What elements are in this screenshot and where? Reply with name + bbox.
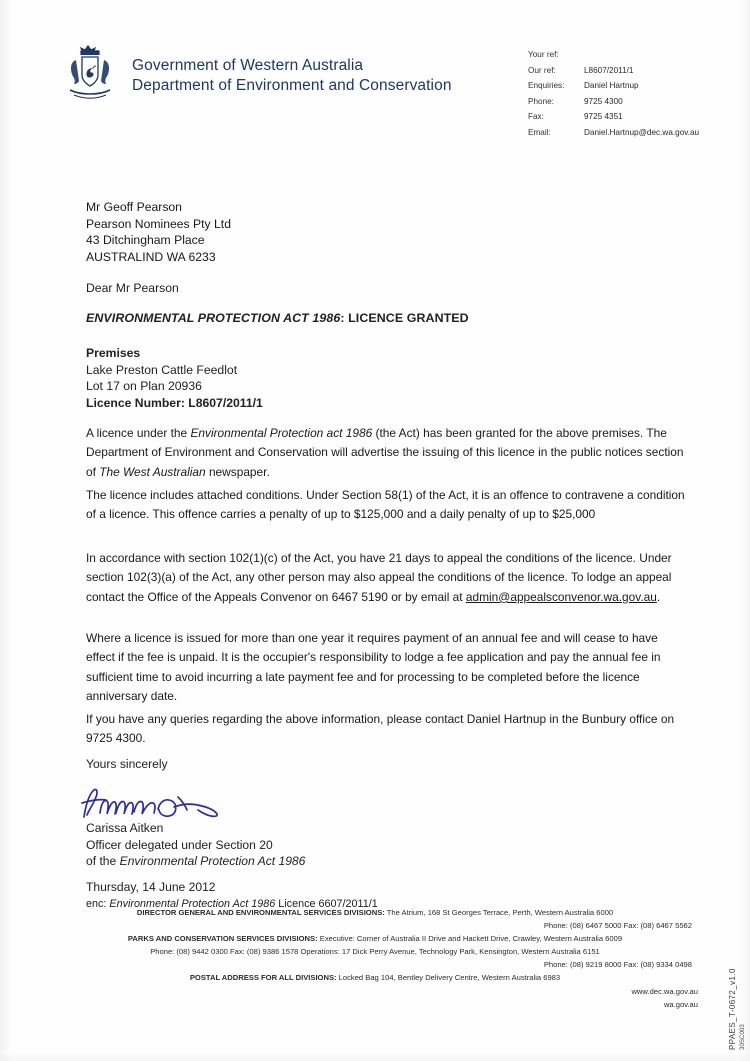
side-code-small: 30SC003 (739, 1024, 746, 1050)
premises-block (86, 345, 263, 411)
paragraph-queries: If you have any queries regarding the above information, please contact Daniel Hartnup in the Bunbury office on 9725 4300. (86, 712, 675, 746)
subject-act-title: ENVIRONMENTAL PROTECTION ACT 1986 (86, 311, 341, 325)
signer-block (86, 820, 305, 870)
addressee-block (86, 199, 231, 265)
page-footer (0, 906, 750, 1011)
premises-heading: Premises (86, 346, 141, 360)
p3-text-a: In accordance with section 102(1)(c) of the Act, you have 21 days to appeal the conditions of the licence. Under section 102(3)(a) of the Act, any other person may also appeal the conditions of the licence. To lodge an appeal contact the Office of the Appeals Convenor on 6467 5190 or by email at (86, 551, 672, 604)
footer-label-director-general: DIRECTOR GENERAL AND ENVIRONMENTAL SERVICES DIVISIONS: (136, 908, 385, 917)
closing-salutation: Yours sincerely (86, 757, 168, 771)
scan-edge-right (738, 0, 750, 1061)
reference-block (528, 50, 728, 143)
p1-act-title: Environmental Protection act 1986 (190, 426, 373, 440)
premises-name: Lake Preston Cattle Feedlot (86, 362, 238, 377)
footer-label-postal: POSTAL ADDRESS FOR ALL DIVISIONS: (189, 973, 337, 983)
p1-newspaper-title: The West Australian (99, 464, 206, 479)
ref-value: Daniel.Hartnup@dec.wa.gov.au (584, 127, 700, 137)
footer-line-director-general (0, 906, 750, 919)
scan-edge-left (0, 0, 14, 1061)
p3-text-b: . (656, 589, 661, 604)
ref-value: 9725 4351 (584, 112, 623, 122)
ref-row-email (528, 128, 728, 137)
licence-number-label: Licence Number: (86, 395, 185, 410)
footer-text-director-general: The Atrium, 168 St Georges Terrace, Perth, Western Australia 6000 (384, 908, 614, 917)
premises-lot: Lot 17 on Plan 20936 (86, 379, 202, 393)
enc-act-title: Environmental Protection Act 1986 (109, 898, 276, 910)
footer-line-postal (0, 971, 750, 984)
p1-text-b: (the Act) has been granted for the above premises. The Department of Environment and Conservation will advertise the issuing of this licence in the public notices section of (86, 426, 684, 479)
footer-text-parks: Executive: Corner of Australia II Drive and Hackett Drive, Crawley, Western Australia 6009 (317, 934, 623, 944)
ref-label: Our ref: (528, 65, 556, 75)
ref-value: Daniel Hartnup (584, 81, 639, 91)
enc-suffix: Licence 6607/2011/1 (275, 898, 378, 910)
footer-line-phone-3: Phone: (08) 9219 8000 Fax: (08) 9334 0498 (543, 960, 692, 970)
ref-label: Enquiries: (528, 81, 565, 91)
paragraph-penalties: The licence includes attached conditions. Under Section 58(1) of the Act, it is an offence to contravene a condition of a licence. This offence carries a penalty of up to $125,000 and a daily penalty of up to $25,000 (86, 488, 685, 522)
ref-row-our-ref (528, 66, 728, 75)
addressee-street: 43 Ditchingham Place (86, 233, 205, 247)
enc-prefix: enc: (86, 898, 110, 910)
letter-date: Thursday, 14 June 2012 (86, 880, 216, 894)
paragraph-annual-fee: Where a licence is issued for more than one year it requires payment of an annual fee and will cease to have effect if the fee is unpaid. It is the occupier's responsibility to lodge a fee application and pay the annual fee in sufficient time to avoid incurring a late payment fee and for processing to be completed before the licence anniversary date. (86, 631, 661, 704)
ref-row-your-ref (528, 50, 728, 59)
scan-edge-bottom (0, 1051, 750, 1061)
licence-number-value: L8607/2011/1 (188, 395, 263, 410)
footer-text-postal: Locked Bag 104, Bentley Delivery Centre, Western Australia 6983 (336, 973, 561, 983)
footer-url-dec: www.dec.wa.gov.au (631, 986, 698, 996)
signer-name: Carissa Aitken (86, 821, 164, 835)
ref-value: 9725 4300 (584, 96, 623, 106)
ref-row-phone (528, 97, 728, 106)
ref-label: Fax: (528, 112, 544, 122)
signer-title: Officer delegated under Section 20 (86, 837, 273, 852)
handwritten-signature-icon (78, 783, 238, 825)
signer-act-prefix: of the (86, 854, 120, 869)
p1-text-c: newspaper. (205, 464, 270, 479)
footer-label-parks: PARKS AND CONSERVATION SERVICES DIVISIONS: (127, 934, 318, 944)
ref-value: L8607/2011/1 (584, 65, 634, 75)
organisation-name (132, 56, 452, 97)
signer-act-line (86, 853, 305, 870)
p1-text-a: A licence under the (86, 426, 191, 440)
ref-row-fax (528, 112, 728, 121)
footer-line-phone-2: Phone: (08) 9442 0300 Fax: (08) 9386 1578 Operations: 17 Dick Perry Avenue, Technology Park, Kensington, Western Australia 6151 (150, 947, 600, 957)
ref-label: Your ref: (528, 50, 559, 59)
department-line: Department of Environment and Conservation (132, 77, 452, 94)
footer-line-phone-1: Phone: (08) 6467 5000 Fax: (08) 6467 5562 (543, 921, 692, 931)
letterhead (62, 44, 452, 108)
appeals-email-link[interactable]: admin@appealsconvenor.wa.gov.au (465, 589, 657, 604)
signer-act-title: Environmental Protection Act 1986 (119, 854, 306, 869)
subject-rest: : LICENCE GRANTED (340, 311, 469, 325)
paragraph-appeals (86, 549, 686, 607)
ref-label: Email: (528, 127, 551, 137)
addressee-city: AUSTRALIND WA 6233 (86, 249, 216, 264)
wa-state-crest-icon (62, 44, 118, 108)
addressee-name: Mr Geoff Pearson (86, 200, 182, 214)
footer-line-parks (0, 932, 750, 945)
salutation: Dear Mr Pearson (86, 281, 179, 295)
government-line: Government of Western Australia (132, 56, 364, 74)
paragraph-licence-granted (86, 424, 686, 482)
side-document-code (728, 925, 746, 1050)
addressee-company: Pearson Nominees Pty Ltd (86, 216, 231, 231)
ref-row-enquiries (528, 81, 728, 90)
licence-number-row (86, 395, 263, 412)
ref-label: Phone: (528, 96, 554, 106)
side-code-main: PPAES_T-0672_v1.0 (728, 968, 737, 1050)
footer-url-wa: wa.gov.au (663, 999, 698, 1009)
subject-heading (86, 311, 469, 325)
